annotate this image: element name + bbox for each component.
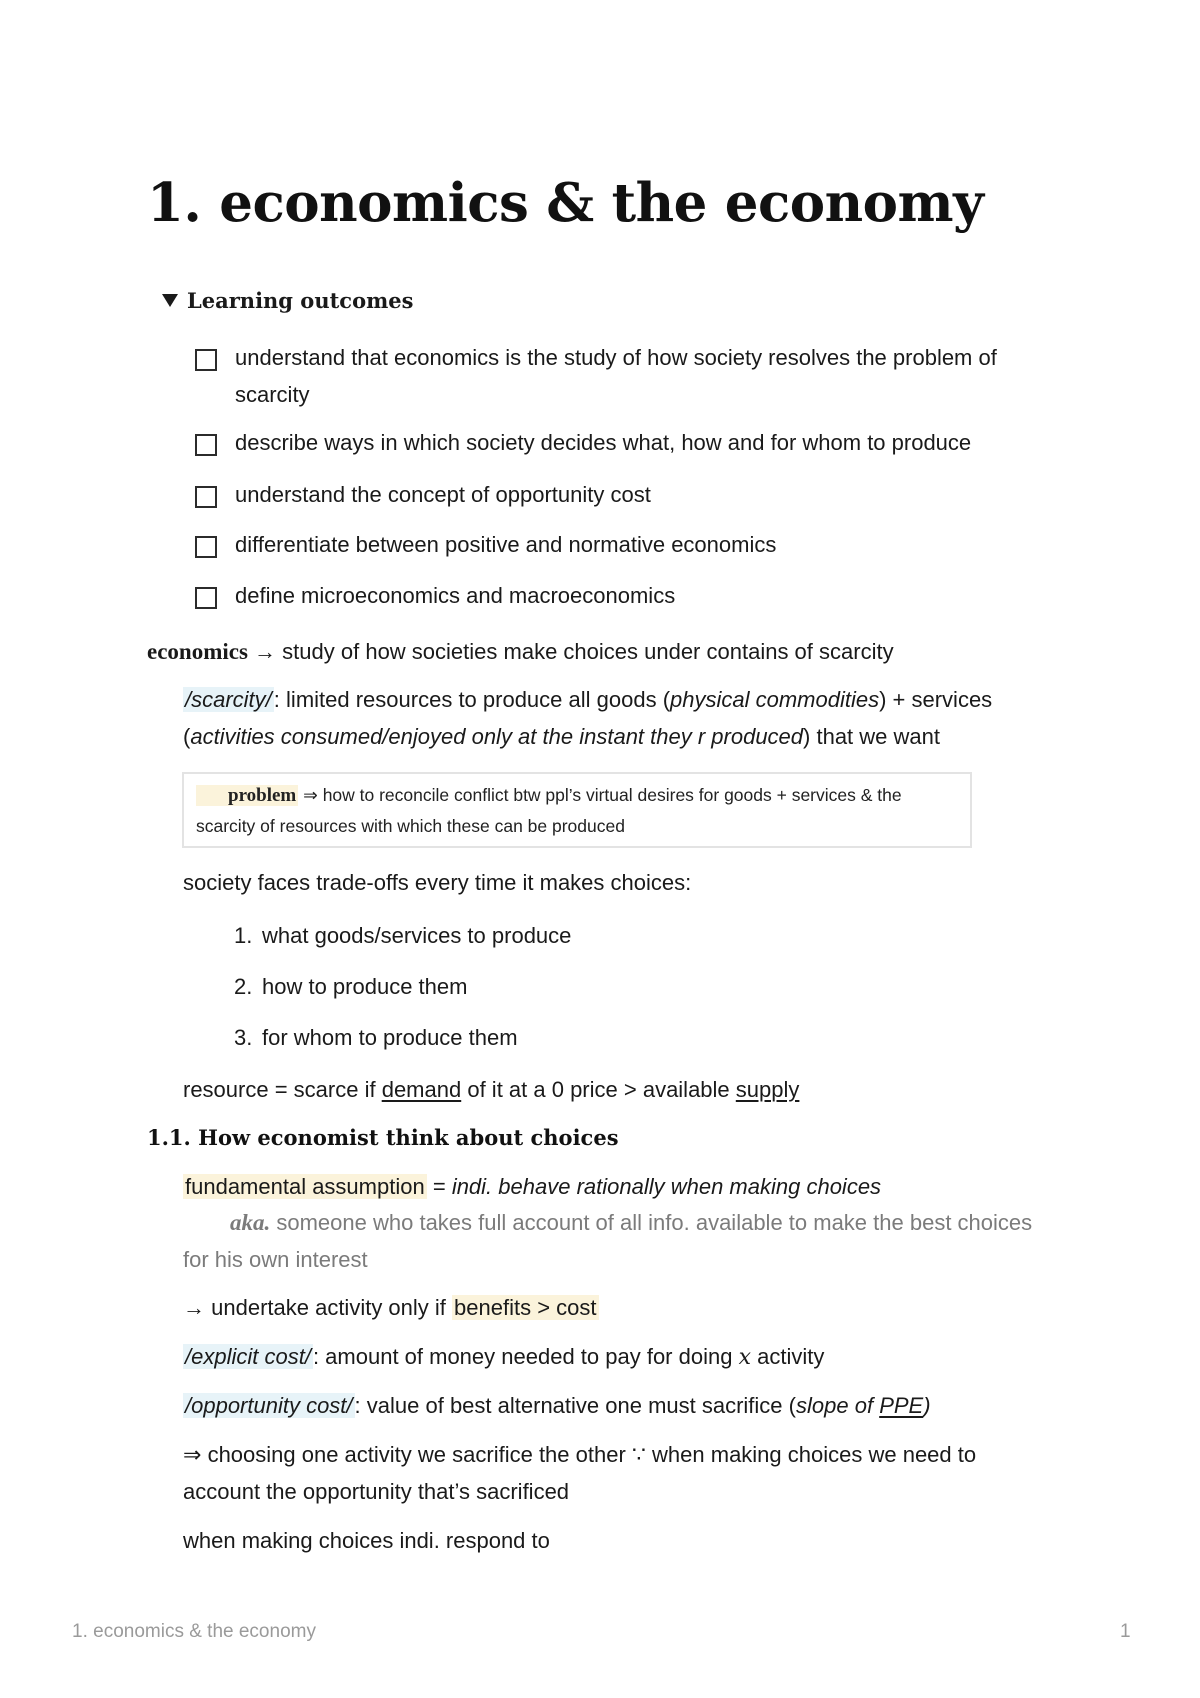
tradeoff-text: for whom to produce them (262, 1025, 518, 1050)
ppe-link[interactable]: PPE (879, 1393, 924, 1418)
opportunity-cost-tag: /opportunity cost/ (185, 1393, 353, 1418)
aka-label: aka. (230, 1210, 271, 1235)
page-title: 1. economics & the economy (147, 172, 984, 234)
callout-text (196, 780, 962, 842)
list-number: 2. (234, 974, 253, 999)
arrow-right-icon: → (183, 1295, 205, 1320)
economics-definition-text: study of how societies make choices under contains of scarcity (282, 639, 894, 664)
respond-line: when making choices indi. respond to (183, 1528, 550, 1553)
tradeoff-text: what goods/services to produce (262, 923, 572, 948)
learning-outcomes-toggle[interactable] (162, 288, 413, 313)
aka-line-1 (230, 1205, 1032, 1241)
opp-text: value of best alternative one must sacrifice ( (366, 1393, 796, 1418)
tradeoff-text: how to produce them (262, 974, 468, 999)
paren-close: ) (923, 1393, 931, 1418)
section-heading-1-1: 1.1. How economist think about choices (147, 1125, 619, 1150)
callout-lead: problem (196, 785, 298, 806)
services-definition: activities consumed/enjoyed only at the instant they r produced (190, 724, 804, 749)
paren-open: ( (183, 724, 191, 749)
resource-text-b: of it at a 0 price > available (467, 1077, 730, 1102)
triangle-down-icon[interactable] (162, 294, 178, 307)
undertake-text: undertake activity only if (211, 1295, 446, 1320)
tradeoff-item-1 (234, 918, 571, 954)
implies-arrow-icon: ⇒ (183, 1442, 202, 1467)
list-number: 1. (234, 923, 253, 948)
problem-callout (182, 772, 972, 848)
explicit-cost-tag: /explicit cost/ (185, 1344, 311, 1369)
colon: : (273, 687, 280, 712)
footer-title: 1. economics & the economy (72, 1621, 316, 1642)
page-number: 1 (1120, 1621, 1131, 1642)
aka-text-1: someone who takes full account of all info. available to make the best choices (276, 1210, 1033, 1235)
demand-link[interactable]: demand (381, 1077, 462, 1102)
scarcity-text-a: limited resources to produce all goods ( (286, 687, 671, 712)
slope-of: slope of (796, 1393, 874, 1418)
choosing-line-2: account the opportunity that’s sacrificed (183, 1479, 570, 1504)
choosing-text-1: choosing one activity we sacrifice the other (207, 1442, 626, 1467)
checkbox-4[interactable] (195, 536, 217, 558)
economics-term: economics (147, 639, 248, 664)
explicit-cost-line: /explicit cost/: amount of money needed to pay for doing x activity (185, 1344, 825, 1370)
because-icon: ∵ (631, 1442, 646, 1467)
undertake-line (183, 1290, 599, 1326)
checklist-item-4: differentiate between positive and normative economics (235, 532, 777, 557)
arrow-right-icon: → (254, 639, 277, 664)
choosing-text-1b: when making choices we need to (652, 1442, 977, 1467)
aka-line-2: for his own interest (183, 1247, 368, 1272)
choosing-line-1 (183, 1437, 976, 1473)
scarcity-line-2 (183, 719, 940, 755)
physical-commodities: physical commodities (670, 687, 880, 712)
checklist-item-2: describe ways in which society decides what, how and for whom to produce (235, 430, 972, 455)
benefits-cost-tag: benefits > cost (454, 1295, 597, 1320)
scarcity-text-b: ) + services (879, 687, 993, 712)
economics-definition (147, 634, 894, 670)
checkbox-5[interactable] (195, 587, 217, 609)
supply-link[interactable]: supply (735, 1077, 800, 1102)
assumption-text: indi. behave rationally when making choices (451, 1174, 882, 1199)
tradeoffs-intro: society faces trade-offs every time it makes choices: (183, 870, 692, 895)
scarcity-line2-close: ) that we want (803, 724, 940, 749)
toggle-label: Learning outcomes (187, 288, 414, 313)
fundamental-assumption-line (183, 1169, 881, 1205)
callout-body: how to reconcile conflict btw ppl’s virtual desires for goods + services & the scarcity of resources with which these can be produced (196, 785, 902, 836)
scarcity-line-1 (183, 682, 992, 718)
tradeoff-item-2 (234, 969, 467, 1005)
explicit-text-a: amount of money needed to pay for doing (325, 1344, 733, 1369)
tradeoff-item-3 (234, 1020, 518, 1056)
checklist-item-1-line2: scarcity (235, 382, 310, 407)
resource-scarce-line (183, 1072, 799, 1108)
checkbox-2[interactable] (195, 434, 217, 456)
explicit-text-b: activity (757, 1344, 825, 1369)
checklist-item-5: define microeconomics and macroeconomics (235, 583, 676, 608)
checkbox-3[interactable] (195, 486, 217, 508)
implies-arrow-icon: ⇒ (303, 785, 318, 805)
list-number: 3. (234, 1025, 253, 1050)
checklist-item-1-line1: understand that economics is the study of how society resolves the problem of (235, 345, 997, 370)
equals-sign: = (432, 1174, 446, 1199)
checklist-item-3: understand the concept of opportunity cost (235, 482, 651, 507)
opportunity-cost-line: /opportunity cost/: value of best alternative one must sacrifice (slope of PPE) (185, 1393, 931, 1418)
checkbox-1[interactable] (195, 349, 217, 371)
fundamental-assumption-tag: fundamental assumption (185, 1174, 425, 1199)
scarcity-tag: /scarcity/ (185, 687, 272, 712)
resource-text-a: resource = scarce if (183, 1077, 376, 1102)
variable-x: x (738, 1345, 751, 1370)
